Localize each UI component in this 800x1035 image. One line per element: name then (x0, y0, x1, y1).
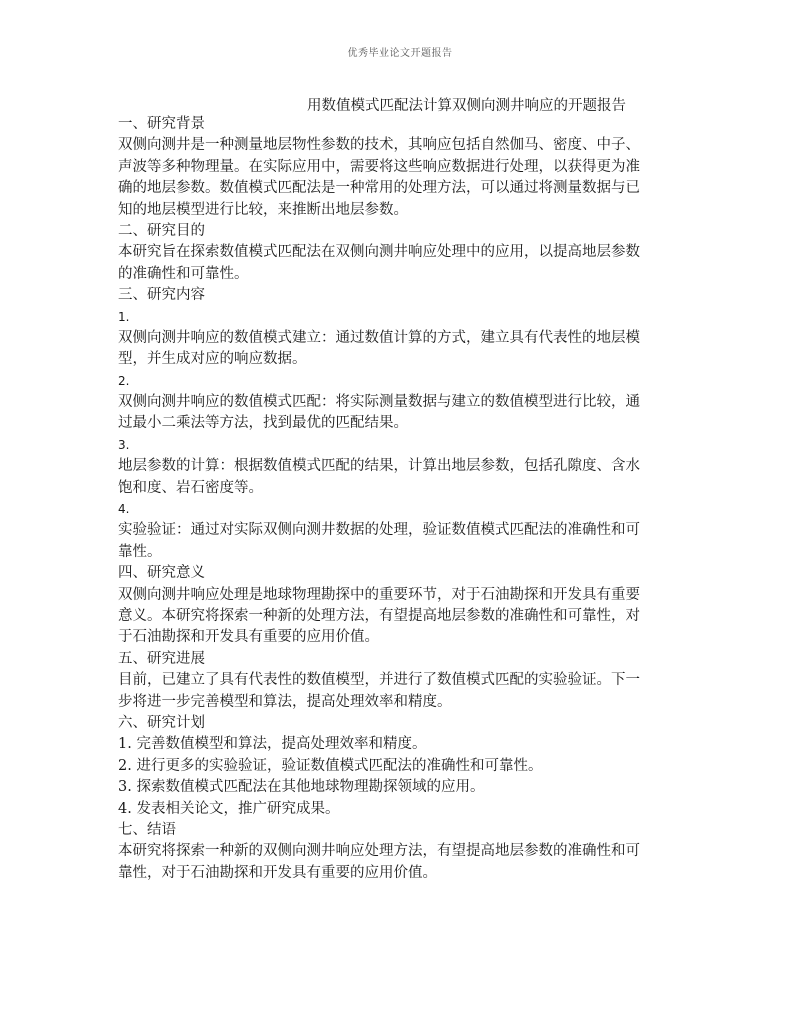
paragraph-line: 于石油勘探和开发具有重要的应用价值。 (118, 629, 379, 646)
list-item-line: 靠性。 (118, 543, 162, 560)
list-item-line: 地层参数的计算：根据数值模式匹配的结果，计算出地层参数，包括孔隙度、含水 (118, 458, 640, 475)
paragraph-line: 知的地层模型进行比较，来推断出地层参数。 (118, 201, 408, 218)
plan-item: 4. 发表相关论文，推广研究成果。 (118, 800, 340, 817)
list-item-line: 型，并生成对应的响应数据。 (118, 351, 307, 368)
paragraph-line: 靠性，对于石油勘探和开发具有重要的应用价值。 (118, 864, 437, 881)
list-item-line: 过最小二乘法等方法，找到最优的匹配结果。 (118, 415, 408, 432)
document-body (118, 114, 688, 884)
running-header: 优秀毕业论文开题报告 (347, 48, 453, 59)
paragraph-line: 声波等多种物理量。在实际应用中，需要将这些响应数据进行处理，以获得更为准 (118, 158, 640, 175)
list-item-number: 1. (118, 309, 130, 324)
list-item-line: 双侧向测井响应的数值模式匹配：将实际测量数据与建立的数值模型进行比较，通 (118, 394, 640, 411)
list-item-number: 4. (118, 502, 130, 517)
list-item-number: 2. (118, 373, 130, 388)
paragraph-line: 的准确性和可靠性。 (118, 265, 249, 282)
section-heading-progress: 五、研究进展 (118, 650, 205, 667)
document-title: 用数值模式匹配法计算双侧向测井响应的开题报告 (307, 98, 626, 114)
plan-item: 3. 探索数值模式匹配法在其他地球物理勘探领域的应用。 (118, 779, 485, 796)
paragraph-line: 双侧向测井是一种测量地层物性参数的技术，其响应包括自然伽马、密度、中子、 (118, 137, 640, 154)
plan-item: 1. 完善数值模型和算法，提高处理效率和精度。 (118, 736, 427, 753)
paragraph-line: 本研究旨在探索数值模式匹配法在双侧向测井响应处理中的应用，以提高地层参数 (118, 244, 640, 261)
list-item-line: 实验验证：通过对实际双侧向测井数据的处理，验证数值模式匹配法的准确性和可 (118, 522, 640, 539)
list-item-line: 饱和度、岩石密度等。 (118, 479, 263, 496)
section-heading-plan: 六、研究计划 (118, 714, 205, 731)
paragraph-line: 确的地层参数。数值模式匹配法是一种常用的处理方法，可以通过将测量数据与已 (118, 180, 640, 197)
section-heading-purpose: 二、研究目的 (118, 222, 205, 239)
section-heading-background: 一、研究背景 (118, 116, 205, 132)
paragraph-line: 双侧向测井响应处理是地球物理勘探中的重要环节，对于石油勘探和开发具有重要 (118, 586, 640, 603)
plan-item: 2. 进行更多的实验验证，验证数值模式匹配法的准确性和可靠性。 (118, 757, 543, 774)
paragraph-line: 意义。本研究将探索一种新的处理方法，有望提高地层参数的准确性和可靠性，对 (118, 607, 640, 624)
paragraph-line: 步将进一步完善模型和算法，提高处理效率和精度。 (118, 693, 452, 710)
section-heading-conclusion: 七、结语 (118, 821, 176, 838)
paragraph-line: 本研究将探索一种新的双侧向测井响应处理方法，有望提高地层参数的准确性和可 (118, 843, 640, 860)
section-heading-content: 三、研究内容 (118, 287, 205, 304)
list-item-line: 双侧向测井响应的数值模式建立：通过数值计算的方式，建立具有代表性的地层模 (118, 329, 640, 346)
list-item-number: 3. (118, 437, 130, 452)
section-heading-significance: 四、研究意义 (118, 565, 205, 582)
paragraph-line: 目前，已建立了具有代表性的数值模型，并进行了数值模式匹配的实验验证。下一 (118, 672, 640, 689)
